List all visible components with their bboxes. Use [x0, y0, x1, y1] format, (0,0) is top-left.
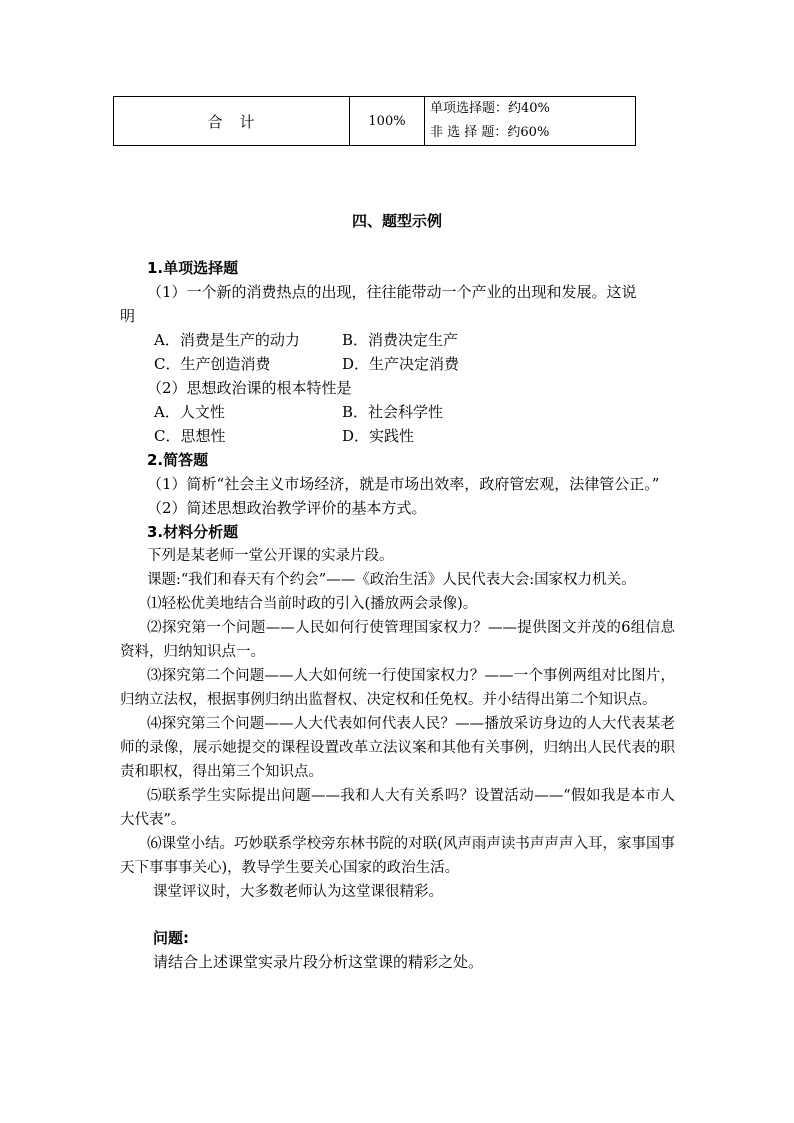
- part1-q1-options-row1: [120, 328, 675, 352]
- material-step-1: ⑴轻松优美地结合当前时政的引入(播放两会录像)。: [147, 596, 478, 612]
- question-type-ratio: [425, 97, 636, 146]
- material-evaluation: 课堂评议时，大多数老师认为这堂课很精彩。: [153, 884, 443, 900]
- option-b: B．消费决定生产: [342, 331, 459, 349]
- option-b: B．社会科学性: [342, 403, 444, 421]
- ratio-single-choice: 单项选择题：约40%: [430, 101, 550, 116]
- part1-q2-options-row2: [120, 424, 675, 448]
- option-a: A．人文性: [154, 403, 225, 421]
- option-d: D．实践性: [342, 427, 415, 445]
- material-step-2: ⑵探究第一个问题——人民如何行使管理国家权力？——提供图文并茂的6组信息资料，归纳知识点一。: [120, 620, 675, 660]
- part1-q2: （2）思想政治课的根本特性是: [147, 379, 352, 397]
- spacer: [120, 904, 675, 926]
- part2-q2: （2）简述思想政治教学评价的基本方式。: [147, 499, 427, 517]
- part1-q1-options-row2: [120, 352, 675, 376]
- material-step-3: ⑶探究第二个问题——人大如何统一行使国家权力？——一个事例两组对比图片，归纳立法权，根据事例归纳出监督权、决定权和任免权。并小结得出第二个知识点。: [120, 668, 675, 708]
- material-step-4: ⑷探究第三个问题——人大代表如何代表人民？——播放采访身边的人大代表某老师的录像，展示她提交的课程设置改革立法议案和其他有关事例，归纳出人民代表的职责和职权，得出第三个知识点。: [120, 716, 675, 780]
- part2-title: 2.简答题: [147, 451, 209, 469]
- material-topic: 课题:“我们和春天有个约会”——《政治生活》人民代表大会:国家权力机关。: [147, 572, 636, 588]
- part1-q1-line1: （1）一个新的消费热点的出现，往往能带动一个产业的出现和发展。这说: [147, 283, 637, 301]
- option-d: D．生产决定消费: [342, 355, 460, 373]
- section-title: 四、题型示例: [351, 212, 442, 230]
- total-label: 合 计: [114, 97, 350, 146]
- option-c: C．思想性: [154, 427, 226, 445]
- question-text: 请结合上述课堂实录片段分析这堂课的精彩之处。: [153, 953, 484, 971]
- table-row: [114, 97, 636, 146]
- part1-title: 1.单项选择题: [147, 259, 239, 277]
- document-body: [120, 256, 675, 974]
- material-step-6: ⑹课堂小结。巧妙联系学校旁东林书院的对联(风声雨声读书声声声入耳，家事国事天下事事事关心)，教导学生要关心国家的政治生活。: [120, 836, 675, 876]
- ratio-non-choice: 非 选 择 题：约60%: [430, 125, 550, 140]
- part1-q2-options-row1: [120, 400, 675, 424]
- summary-table: [113, 96, 636, 146]
- material-intro: 下列是某老师一堂公开课的实录片段。: [147, 548, 394, 564]
- option-a: A．消费是生产的动力: [154, 331, 300, 349]
- total-percent: 100%: [350, 97, 425, 146]
- material-step-5: ⑸联系学生实际提出问题——我和人大有关系吗？设置活动——“假如我是本市人大代表”。: [120, 788, 675, 828]
- material-passage: [120, 544, 675, 904]
- part1-q1-line2: 明: [120, 307, 136, 325]
- question-label: 问题:: [153, 929, 189, 947]
- part2-q1: （1）简析“社会主义市场经济，就是市场出效率，政府管宏观，法律管公正。”: [147, 475, 660, 493]
- option-c: C．生产创造消费: [154, 355, 271, 373]
- part3-title: 3.材料分析题: [147, 523, 239, 541]
